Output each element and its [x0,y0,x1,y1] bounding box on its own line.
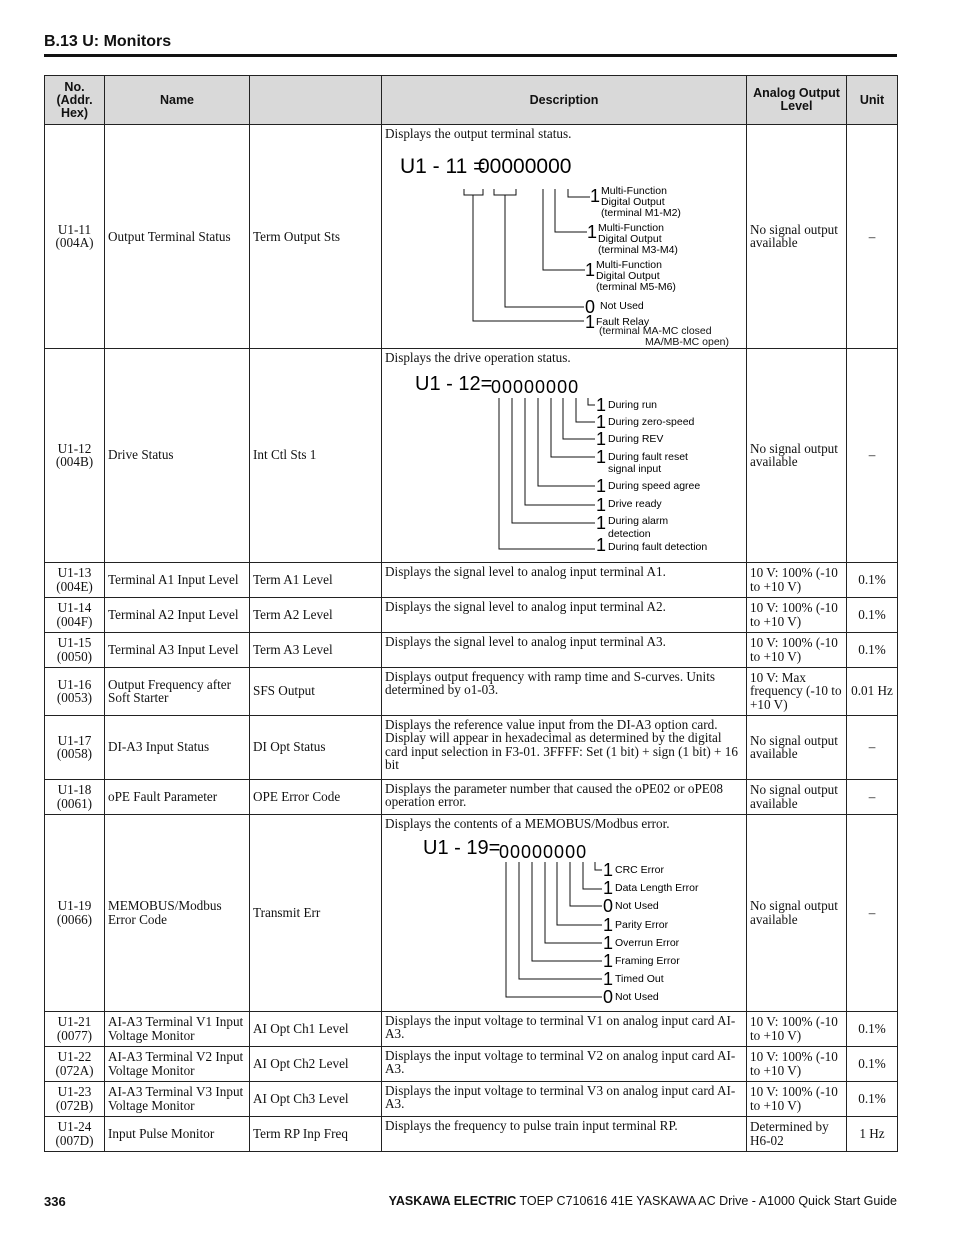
output-terminal-bit-diagram [385,143,743,328]
param-keypad-name: Term A1 Level [250,562,382,597]
param-keypad-name: Term RP Inp Freq [250,1116,382,1151]
param-no-cell [45,1046,105,1081]
param-name: AI-A3 Terminal V2 Input Voltage Monitor [105,1046,250,1081]
unit: – [847,814,898,1011]
bit-value: 1 [603,933,614,953]
header-analog: Analog Output Level [747,76,847,125]
bit-label-line: Not Used [615,900,659,912]
table-row [45,632,898,667]
diagram-bits: 00000000 [478,154,572,178]
header-name: Name [105,76,250,125]
bit-label-line: Not Used [600,299,644,312]
bit-label-line: During alarm [608,515,669,527]
footer-brand: YASKAWA ELECTRIC [388,1194,517,1208]
bit-label-line: (terminal M5-M6) [596,280,676,293]
param-description: Displays the output terminal status. [385,126,572,141]
param-name: Terminal A1 Input Level [105,562,250,597]
diagram-item-1 [603,878,699,898]
param-keypad-name: SFS Output [250,667,382,715]
section-title: B.13 U: Monitors [44,33,172,50]
diagram-item-6 [603,969,664,989]
analog-output-level: 10 V: 100% (-10 to +10 V) [747,632,847,667]
bit-label-line: Digital Output [598,232,662,245]
unit: 0.1% [847,562,898,597]
bit-connector-lines [506,862,602,997]
diagram-item-1 [587,222,678,256]
param-keypad-name: OPE Error Code [250,779,382,814]
bit-value: 1 [596,447,607,467]
param-name: AI-A3 Terminal V1 Input Voltage Monitor [105,1011,250,1046]
memobus-error-bit-diagram [385,832,743,1004]
bit-label-line: (terminal M1-M2) [601,206,681,219]
unit: – [847,125,898,349]
analog-output-level: No signal output available [747,779,847,814]
analog-output-level: 10 V: 100% (-10 to +10 V) [747,1081,847,1116]
diagram-item-0 [603,860,665,880]
param-hex: (0061) [56,795,93,811]
bit-label-line: During fault detection [608,541,708,551]
table-row [45,1011,898,1046]
param-no: U1-21 [57,1014,92,1029]
table-row [45,1081,898,1116]
analog-output-level: 10 V: 100% (-10 to +10 V) [747,1046,847,1081]
footer-doc-title: TOEP C710616 41E YASKAWA AC Drive - A1000 Quick Start Guide [516,1194,897,1208]
param-hex: (004E) [56,578,93,594]
param-keypad-name: DI Opt Status [250,715,382,779]
header-unit: Unit [847,76,898,125]
bit-value: 0 [603,987,614,1004]
param-name: Terminal A2 Input Level [105,597,250,632]
bit-value: 0 [585,296,596,317]
param-hex: (007D) [55,1132,94,1148]
param-description-cell [382,348,747,562]
diagram-item-2 [585,259,676,293]
fault-relay-extra-lines [599,326,743,348]
bit-label-line: During REV [608,433,664,445]
analog-output-level: 10 V: 100% (-10 to +10 V) [747,562,847,597]
bit-label-line: Overrun Error [615,937,680,949]
diagram-item-2 [603,896,659,916]
monitor-table [44,75,898,1152]
param-keypad-name: AI Opt Ch1 Level [250,1011,382,1046]
param-hex: (0053) [56,690,93,705]
page-number: 336 [44,1194,66,1209]
table-row [45,125,898,349]
param-hex: (0050) [56,648,93,664]
bit-value: 1 [596,429,607,449]
table-row [45,1116,898,1151]
bit-label-line: Digital Output [596,269,660,282]
param-hex: (072B) [55,1097,94,1113]
bit-value: 1 [596,395,607,415]
bit-label-line: (terminal MA-MC closed [599,324,712,337]
bit-value: 0 [603,896,614,916]
header-description: Description [382,76,747,125]
param-no-cell [45,632,105,667]
param-hex: (004B) [55,454,94,469]
bit-value: 1 [596,495,607,515]
unit: 0.1% [847,632,898,667]
param-description: Displays the contents of a MEMOBUS/Modbus error. [385,815,670,831]
diagram-code: U1 - 11 = [400,154,486,178]
bit-label-line: Digital Output [601,195,665,208]
table-row [45,597,898,632]
bit-label-line: During speed agree [608,480,701,492]
bit-label-line: Multi-Function [601,184,667,197]
param-hex: (072A) [55,1062,94,1078]
param-no-cell [45,562,105,597]
diagram-item-4 [603,933,680,953]
param-hex: (0058) [56,746,93,761]
footer-doc-info [389,1194,897,1208]
bit-value: 1 [603,915,614,935]
diagram-item-4 [596,476,700,496]
unit: 0.1% [847,597,898,632]
param-name: Output Terminal Status [105,125,250,349]
param-no-cell [45,814,105,1011]
param-no: U1-13 [57,565,92,580]
bit-label-line: CRC Error [615,864,664,876]
param-no: U1-11 [57,221,92,237]
param-keypad-name: Int Ctl Sts 1 [250,348,382,562]
section-rule [44,54,897,57]
bit-value: 1 [603,860,614,880]
table-header-row [45,76,898,125]
bit-label-line: Multi-Function [598,221,664,234]
bit-connector-lines [464,189,590,321]
bit-label-line: Multi-Function [596,258,662,271]
bit-label-line: During zero-speed [608,416,695,428]
param-keypad-name: Transmit Err [250,814,382,1011]
param-name: Terminal A3 Input Level [105,632,250,667]
param-no-cell [45,1116,105,1151]
unit: – [847,779,898,814]
header-keypad [250,76,382,125]
param-keypad-name: AI Opt Ch2 Level [250,1046,382,1081]
param-name: oPE Fault Parameter [105,779,250,814]
bit-value: 1 [596,476,607,496]
param-no: U1-18 [57,782,92,797]
param-no: U1-24 [57,1119,92,1134]
param-no: U1-15 [57,635,92,650]
analog-output-level: 10 V: 100% (-10 to +10 V) [747,597,847,632]
bit-value: 1 [585,311,596,328]
unit: – [847,715,898,779]
analog-output-level: Determined by H6-02 [747,1116,847,1151]
param-no-cell [45,1011,105,1046]
diagram-item-1 [596,412,695,432]
unit: – [847,348,898,562]
param-no-cell [45,348,105,562]
bit-value: 1 [603,951,614,971]
param-hex: (004A) [55,235,94,251]
param-no: U1-14 [57,600,92,615]
param-description: Displays the input voltage to terminal V3 on analog input card AI-A3. [382,1081,747,1116]
param-keypad-name: AI Opt Ch3 Level [250,1081,382,1116]
diagram-bits: 00000000 [491,377,580,397]
param-hex: (004F) [56,613,93,629]
param-keypad-name: Term A2 Level [250,597,382,632]
diagram-bits: 00000000 [499,842,588,862]
bit-value: 1 [585,259,596,280]
bit-label-line: Timed Out [615,973,664,985]
param-description-cell [382,814,747,1011]
bit-label-line: signal input [608,463,662,475]
analog-output-level: 10 V: 100% (-10 to +10 V) [747,1011,847,1046]
param-name: Output Frequency after Soft Starter [105,667,250,715]
diagram-code: U1 - 19= [423,837,501,859]
diagram-item-3 [603,915,669,935]
diagram-item-5 [603,951,680,971]
param-description: Displays output frequency with ramp time and S-curves. Units determined by o1-03. [382,667,747,715]
param-no: U1-12 [57,440,92,456]
param-keypad-name: Term Output Sts [250,125,382,349]
bit-label-line: Parity Error [615,919,669,931]
param-name: AI-A3 Terminal V3 Input Voltage Monitor [105,1081,250,1116]
param-no-cell [45,779,105,814]
param-name: Input Pulse Monitor [105,1116,250,1151]
table-row [45,1046,898,1081]
diagram-item-5 [596,495,662,515]
diagram-item-7 [603,987,659,1004]
table-row [45,814,898,1011]
table-row [45,715,898,779]
bit-label-line: (terminal M3-M4) [598,243,678,256]
param-description: Displays the frequency to pulse train input terminal RP. [382,1116,747,1151]
diagram-code: U1 - 12= [415,373,493,395]
table-row [45,779,898,814]
param-no: U1-16 [57,676,92,692]
table-row [45,562,898,597]
bit-connector-lines [499,398,595,549]
diagram-item-0 [590,185,681,219]
param-name: Drive Status [105,348,250,562]
bit-value: 1 [596,513,607,533]
header-no: No. (Addr. Hex) [45,76,105,125]
diagram-item-6 [596,513,668,540]
param-description: Displays the signal level to analog input terminal A1. [382,562,747,597]
bit-label-line: Not Used [615,991,659,1003]
analog-output-level: No signal output available [747,348,847,562]
param-no: U1-17 [57,732,92,748]
param-description: Displays the signal level to analog input terminal A2. [382,597,747,632]
param-no-cell [45,715,105,779]
analog-output-level: No signal output available [747,125,847,349]
bit-value: 1 [596,412,607,432]
param-description: Displays the reference value input from the DI-A3 option card. Display will appear in hexadecimal as determined by the digital card input selection in F3-01. 3FFFF: Set (1 bit) + sign (1 bit) + 16 bit [382,715,747,779]
table-row [45,667,898,715]
analog-output-level: No signal output available [747,814,847,1011]
param-name: DI-A3 Input Status [105,715,250,779]
param-no-cell [45,125,105,349]
table-row [45,348,898,562]
param-no-cell [45,667,105,715]
unit: 1 Hz [847,1116,898,1151]
diagram-item-2 [596,429,663,449]
bit-label-line: Framing Error [615,955,680,967]
param-no: U1-23 [57,1084,92,1099]
param-hex: (0077) [56,1027,93,1043]
bit-label-line: Drive ready [608,498,662,510]
param-no: U1-19 [57,898,92,913]
param-name: MEMOBUS/Modbus Error Code [105,814,250,1011]
bit-value: 1 [603,878,614,898]
bit-label-line: detection [608,528,651,540]
bit-label-line: Fault Relay [596,315,650,328]
bit-label-line: During fault reset [608,451,688,463]
bit-label-line: Data Length Error [615,882,699,894]
bit-label-line: MA/MB-MC open) [645,335,730,348]
unit: 0.1% [847,1011,898,1046]
unit: 0.01 Hz [847,667,898,715]
param-no: U1-22 [57,1049,92,1064]
param-description: Displays the input voltage to terminal V1 on analog input card AI-A3. [382,1011,747,1046]
param-description-cell [382,125,747,349]
diagram-item-3 [596,447,688,475]
param-description: Displays the signal level to analog input terminal A3. [382,632,747,667]
param-description: Displays the parameter number that caused the oPE02 or oPE08 operation error. [382,779,747,814]
bit-value: 1 [590,185,601,206]
param-keypad-name: Term A3 Level [250,632,382,667]
bit-value: 1 [596,535,607,551]
drive-status-bit-diagram [385,366,743,551]
bit-value: 1 [587,221,598,242]
param-description: Displays the drive operation status. [385,349,571,365]
bit-value: 1 [603,969,614,989]
param-description: Displays the input voltage to terminal V2 on analog input card AI-A3. [382,1046,747,1081]
unit: 0.1% [847,1046,898,1081]
analog-output-level: 10 V: Max frequency (-10 to +10 V) [747,667,847,715]
unit: 0.1% [847,1081,898,1116]
param-no-cell [45,597,105,632]
analog-output-level: No signal output available [747,715,847,779]
bit-label-line: During run [608,399,658,411]
param-no-cell [45,1081,105,1116]
param-hex: (0066) [56,911,93,927]
